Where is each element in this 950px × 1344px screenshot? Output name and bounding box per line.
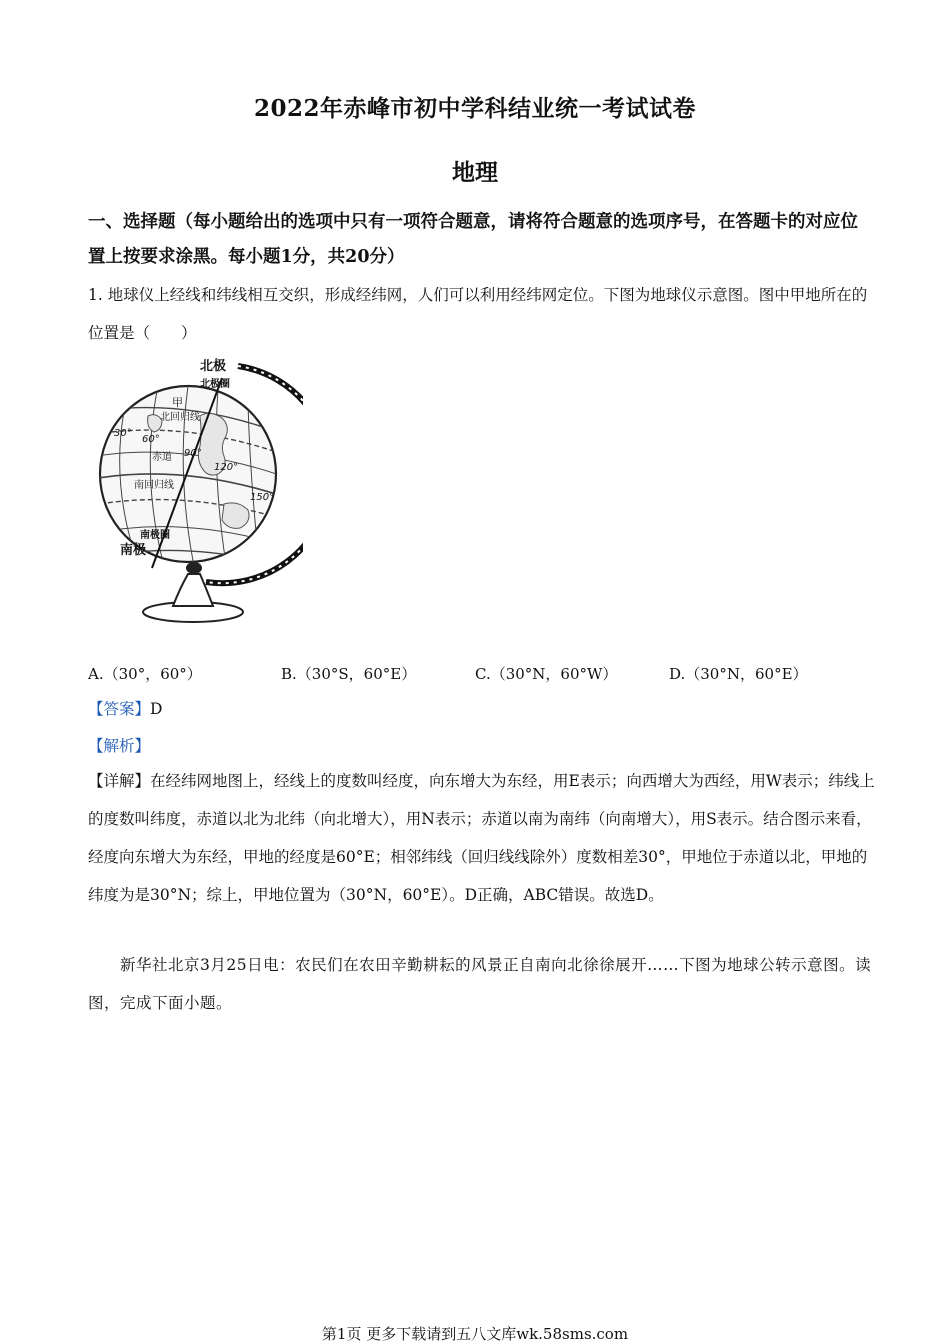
answer-tag: 【答案】 — [88, 700, 151, 718]
analysis-tag: 【解析】 — [88, 737, 151, 755]
page-footer: 第1页 更多下载请到五八文库wk.58sms.com — [321, 1325, 629, 1343]
question-1-options — [88, 655, 868, 693]
page-title: 2022年赤峰市初中学科结业统一考试试卷 — [253, 95, 696, 122]
option-c-label: C. — [475, 665, 491, 683]
option-b[interactable] — [281, 655, 416, 693]
option-d[interactable] — [669, 655, 808, 693]
option-d-label: D. — [669, 665, 686, 683]
option-c[interactable] — [475, 655, 617, 693]
section-heading: 一、选择题（每小题给出的选项中只有一项符合题意，请将符合题意的选项序号，在答题卡的对应位置上按要求涂黑。每小题1分，共20分） — [88, 212, 858, 267]
globe-figure — [88, 356, 303, 628]
intro-paragraph: 新华社北京3月25日电：农民们在农田辛勤耕耘的风景正自南向北徐徐展开……下图为地球公转示意图。读图，完成下面小题。 — [88, 956, 872, 1012]
label-tropic-cancer: 北回归线 — [160, 412, 200, 423]
option-a[interactable] — [88, 655, 202, 693]
detail-tag: 【详解】 — [88, 772, 151, 790]
option-c-text: （30°N，60°W） — [490, 665, 618, 683]
label-arctic-circle: 北极圈 — [200, 379, 230, 390]
label-south-pole: 南极 — [120, 543, 147, 558]
label-deg30: 30° — [114, 428, 132, 439]
detail-text: 在经纬网地图上，经线上的度数叫经度，向东增大为东经，用E表示；向西增大为西经，用W表示；纬线上的度数叫纬度，赤道以北为北纬（向北增大），用N表示；赤道以南为南纬（向南增大），用S表示。结合图示来看，经度向东增大为东经，甲地的经度是60°E；相邻纬线（回归线线除外）度数相差30°，甲地位于赤道以北，甲地的纬度为是30°N；综上，甲地位置为（30°N，60°E）。D正确，ABC错误。故选D。 — [88, 772, 875, 904]
label-deg120: 120° — [214, 462, 239, 473]
question-1-stem: 1. 地球仪上经线和纬线相互交织，形成经纬网，人们可以利用经纬网定位。下图为地球仪示意图。图中甲地所在的位置是（ ） — [88, 286, 868, 342]
label-deg150: 150° — [250, 492, 275, 503]
label-north-pole: 北极 — [200, 359, 227, 374]
option-b-label: B. — [281, 665, 297, 683]
label-deg90: 90° — [184, 448, 202, 459]
option-a-text: （30°，60°） — [103, 665, 202, 683]
subject-title: 地理 — [452, 159, 498, 186]
label-deg60: 60° — [142, 434, 160, 445]
label-jia: 甲 — [172, 396, 183, 409]
label-tropic-capricorn: 南回归线 — [134, 480, 174, 491]
option-a-label: A. — [88, 665, 104, 683]
option-d-text: （30°N，60°E） — [685, 665, 808, 683]
answer-value: D — [150, 700, 163, 718]
detail-paragraph — [88, 762, 878, 914]
label-antarctic-circle: 南极圈 — [140, 530, 170, 541]
option-b-text: （30°S，60°E） — [296, 665, 417, 683]
label-equator: 赤道 — [152, 452, 172, 463]
analysis-line — [88, 727, 150, 765]
answer-line — [88, 690, 162, 728]
